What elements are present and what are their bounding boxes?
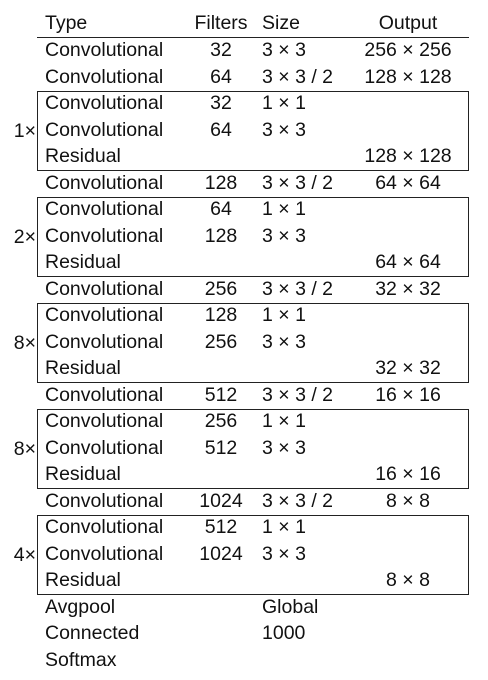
table-row xyxy=(0,567,488,593)
cell-type: Convolutional xyxy=(45,118,164,141)
cell-filters: 64 xyxy=(210,65,232,88)
cell-filters: 128 xyxy=(204,304,238,326)
cell-type: Convolutional xyxy=(45,542,164,565)
cell-output: 16 × 16 xyxy=(375,383,441,406)
cell-type: Residual xyxy=(45,569,121,591)
table-row xyxy=(0,117,488,143)
cell-type: Convolutional xyxy=(45,383,164,406)
cell-output: 64 × 64 xyxy=(375,171,441,194)
cell-size: Global xyxy=(262,595,319,618)
cell-type: Connected xyxy=(45,622,140,644)
cell-output: 32 × 32 xyxy=(375,357,441,379)
table-row xyxy=(0,196,488,222)
table-row xyxy=(0,276,488,302)
cell-type: Convolutional xyxy=(45,410,164,432)
block-multiplier: 8× xyxy=(13,437,36,460)
cell-type: Convolutional xyxy=(45,92,164,114)
cell-filters: 128 xyxy=(204,224,238,247)
block-multiplier: 1× xyxy=(13,119,36,142)
cell-type: Residual xyxy=(45,251,121,273)
cell-type: Convolutional xyxy=(45,224,164,247)
table-row xyxy=(0,329,488,355)
cell-size: 1 × 1 xyxy=(262,198,306,220)
cell-output: 128 × 128 xyxy=(364,65,452,88)
table-row xyxy=(0,249,488,275)
table-row xyxy=(0,408,488,434)
cell-filters: 64 xyxy=(210,118,232,141)
header-type: Type xyxy=(45,12,88,34)
table-header-row xyxy=(0,10,488,36)
cell-type: Convolutional xyxy=(45,436,164,459)
table-row xyxy=(0,223,488,249)
cell-size: 3 × 3 xyxy=(262,330,306,353)
table-row xyxy=(0,594,488,620)
cell-filters: 32 xyxy=(210,39,232,61)
cell-size: 3 × 3 / 2 xyxy=(262,489,334,512)
cell-size: 1 × 1 xyxy=(262,410,306,432)
table-row xyxy=(0,64,488,90)
cell-size: 1000 xyxy=(262,622,306,644)
cell-filters: 1024 xyxy=(199,542,243,565)
table-row xyxy=(0,488,488,514)
table-row xyxy=(0,435,488,461)
cell-output: 256 × 256 xyxy=(364,39,452,61)
cell-type: Convolutional xyxy=(45,277,164,300)
cell-filters: 128 xyxy=(204,171,238,194)
table-row xyxy=(0,382,488,408)
cell-type: Convolutional xyxy=(45,39,164,61)
block-multiplier: 8× xyxy=(13,331,36,354)
cell-filters: 256 xyxy=(204,410,238,432)
table-row xyxy=(0,647,488,673)
cell-filters: 256 xyxy=(204,330,238,353)
cell-filters: 512 xyxy=(204,383,238,406)
cell-output: 8 × 8 xyxy=(386,489,430,512)
cell-filters: 1024 xyxy=(199,489,243,512)
cell-type: Convolutional xyxy=(45,330,164,353)
table-row xyxy=(0,355,488,381)
cell-filters: 32 xyxy=(210,92,232,114)
header-size: Size xyxy=(262,12,300,34)
cell-size: 3 × 3 xyxy=(262,542,306,565)
cell-filters: 512 xyxy=(204,436,238,459)
cell-size: 1 × 1 xyxy=(262,516,306,538)
cell-type: Avgpool xyxy=(45,595,116,618)
cell-size: 3 × 3 / 2 xyxy=(262,383,334,406)
cell-size: 3 × 3 / 2 xyxy=(262,65,334,88)
cell-size: 1 × 1 xyxy=(262,304,306,326)
table-row xyxy=(0,170,488,196)
block-multiplier: 2× xyxy=(13,225,36,248)
cell-type: Convolutional xyxy=(45,171,164,194)
cell-filters: 512 xyxy=(204,516,238,538)
cell-type: Softmax xyxy=(45,648,117,671)
table-row xyxy=(0,514,488,540)
cell-type: Convolutional xyxy=(45,516,164,538)
cell-size: 3 × 3 xyxy=(262,39,306,61)
cell-size: 3 × 3 / 2 xyxy=(262,277,334,300)
cell-size: 1 × 1 xyxy=(262,92,306,114)
cell-type: Residual xyxy=(45,463,121,485)
cell-filters: 64 xyxy=(210,198,232,220)
cell-size: 3 × 3 xyxy=(262,224,306,247)
table-row xyxy=(0,90,488,116)
cell-output: 64 × 64 xyxy=(375,251,441,273)
cell-output: 32 × 32 xyxy=(375,277,441,300)
table-row xyxy=(0,620,488,646)
cell-type: Convolutional xyxy=(45,304,164,326)
cell-type: Residual xyxy=(45,145,121,167)
cell-type: Convolutional xyxy=(45,65,164,88)
cell-type: Convolutional xyxy=(45,489,164,512)
cell-size: 3 × 3 xyxy=(262,436,306,459)
block-multiplier: 4× xyxy=(13,543,36,566)
table-row xyxy=(0,461,488,487)
cell-type: Convolutional xyxy=(45,198,164,220)
cell-output: 16 × 16 xyxy=(375,463,441,485)
cell-size: 3 × 3 xyxy=(262,118,306,141)
header-output: Output xyxy=(378,12,438,34)
table-row xyxy=(0,143,488,169)
table-row xyxy=(0,37,488,63)
cell-filters: 256 xyxy=(204,277,238,300)
cell-output: 8 × 8 xyxy=(386,569,430,591)
cell-size: 3 × 3 / 2 xyxy=(262,171,334,194)
table-row xyxy=(0,302,488,328)
cell-output: 128 × 128 xyxy=(364,145,452,167)
cell-type: Residual xyxy=(45,357,121,379)
table-row xyxy=(0,541,488,567)
header-filters: Filters xyxy=(194,12,248,34)
